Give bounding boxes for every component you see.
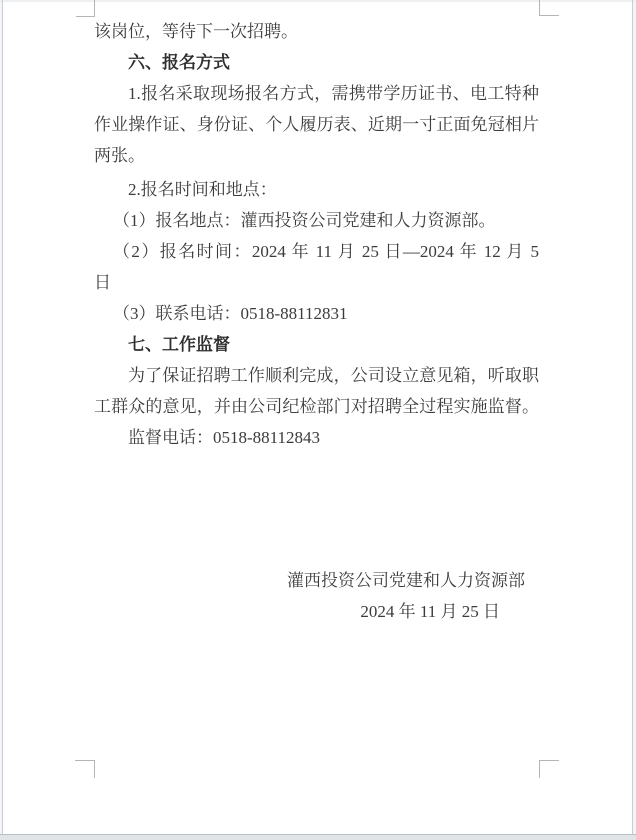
signature-org: 灌西投资公司党建和人力资源部 <box>287 571 525 590</box>
margin-mark-top-left-icon <box>94 0 95 17</box>
paragraph-supervision-line-2: 工群众的意见，并由公司纪检部门对招聘全过程实施监督。 <box>94 397 539 416</box>
document-body <box>94 16 539 627</box>
paragraph-time-and-place: 2.报名时间和地点： <box>128 180 277 199</box>
paragraph-continuation-line: 该岗位，等待下一次招聘。 <box>94 22 298 41</box>
margin-mark-bottom-left-icon <box>94 760 95 778</box>
heading-section-7: 七、工作监督 <box>128 335 230 354</box>
paragraph-registration-method-line-3: 两张。 <box>94 146 145 165</box>
page-bottom-edge <box>0 834 636 840</box>
paragraph-registration-time-line-1: （2）报名时间：2024 年 11 月 25 日—2024 年 12 月 5 <box>113 242 539 261</box>
page-edge-right <box>632 0 633 834</box>
paragraph-registration-method-line-2: 作业操作证、身份证、个人履历表、近期一寸正面免冠相片 <box>94 115 539 134</box>
paragraph-contact-phone: （3）联系电话：0518-88112831 <box>113 304 348 323</box>
margin-mark-top-right-icon <box>539 0 540 16</box>
margin-mark-top-left-icon <box>76 16 95 17</box>
margin-mark-bottom-left-icon <box>75 760 95 761</box>
margin-mark-bottom-right-icon <box>539 760 540 778</box>
margin-mark-top-right-icon <box>539 15 559 16</box>
paragraph-supervision-line-1: 为了保证招聘工作顺利完成，公司设立意见箱，听取职 <box>128 366 539 385</box>
paragraph-registration-location: （1）报名地点：灌西投资公司党建和人力资源部。 <box>113 211 496 230</box>
page-edge-left <box>2 0 3 834</box>
paragraph-registration-time-line-2: 日 <box>94 273 111 292</box>
heading-section-6: 六、报名方式 <box>128 53 230 72</box>
margin-mark-bottom-right-icon <box>539 760 559 761</box>
blank-space <box>94 453 539 565</box>
paragraph-registration-method-line-1: 1.报名采取现场报名方式，需携带学历证书、电工特种 <box>128 84 539 103</box>
page-edge-top <box>0 0 636 2</box>
signature-date: 2024 年 11 月 25 日 <box>360 602 500 621</box>
paragraph-supervision-phone: 监督电话：0518-88112843 <box>128 428 321 447</box>
